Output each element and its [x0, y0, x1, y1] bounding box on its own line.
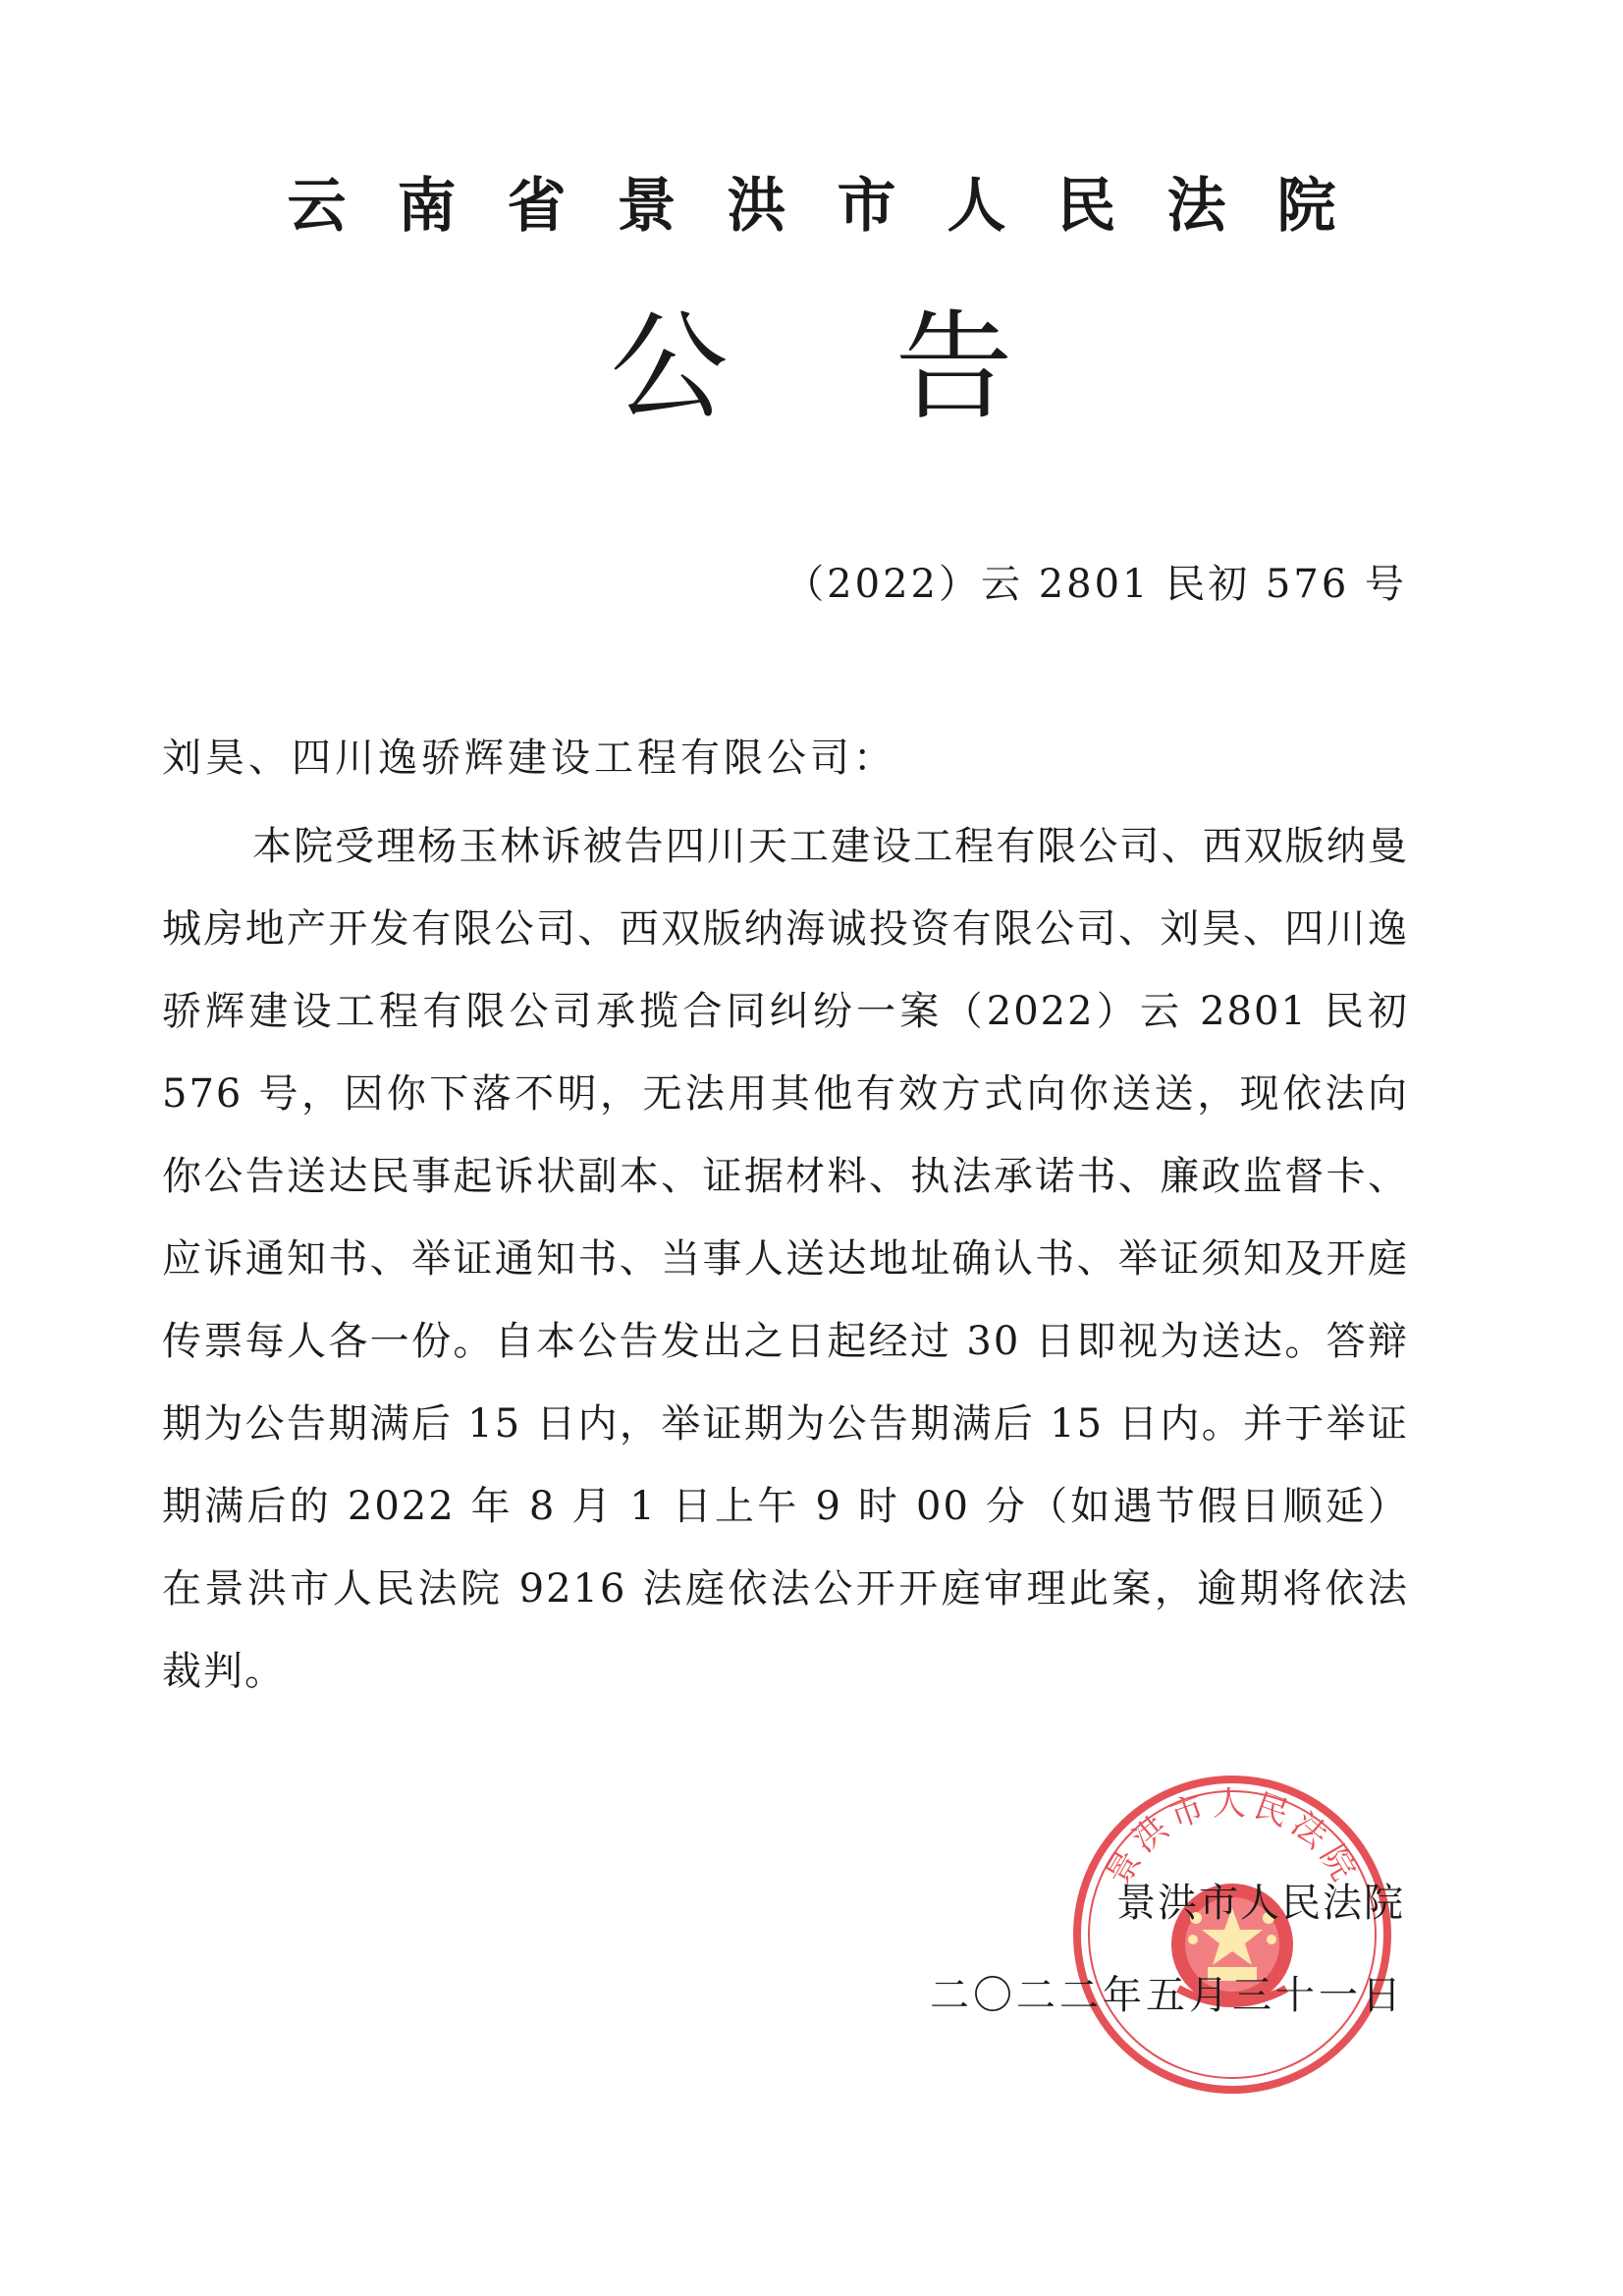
- case-number: （2022）云 2801 民初 576 号: [784, 562, 1407, 607]
- document-title: 公告: [610, 300, 1180, 436]
- issue-date: 二〇二二年五月三十一日: [930, 1973, 1405, 2018]
- court-name: 云南省景洪市人民法院: [287, 172, 1387, 241]
- notice-body: 本院受理杨玉林诉被告四川天工建设工程有限公司、西双版纳曼城房地产开发有限公司、西双版纳海诚投资有限公司、刘昊、四川逸骄辉建设工程有限公司承揽合同纠纷一案（2022）云 2801 民初 576 号，因你下落不明，无法用其他有效方式向你送送，现依法向你公告送达民事起诉状副本、证据材料、执法承诺书、廉政监督卡、应诉通知书、举证通知书、当事人送达地址确认书、举证须知及开庭传票每人各一份。自本公告发出之日起经过 30 日即视为送达。答辩期为公告期满后 15 日内，举证期为公告期满后 15 日内。并于举证期满后的 2022 年 8 月 1 日上午 9 时 00 分（如遇节假日顺延）在景洪市人民法院 9216 法庭依法公开开庭审理此案，逾期将依法裁判。: [162, 824, 1409, 1694]
- issuer-signature: 景洪市人民法院: [1116, 1881, 1405, 1926]
- court-seal: [1070, 1773, 1394, 2097]
- seal-ring-text: 景洪市人民法院: [1098, 1783, 1367, 1892]
- addressee: 刘昊、四川逸骄辉建设工程有限公司：: [162, 736, 896, 781]
